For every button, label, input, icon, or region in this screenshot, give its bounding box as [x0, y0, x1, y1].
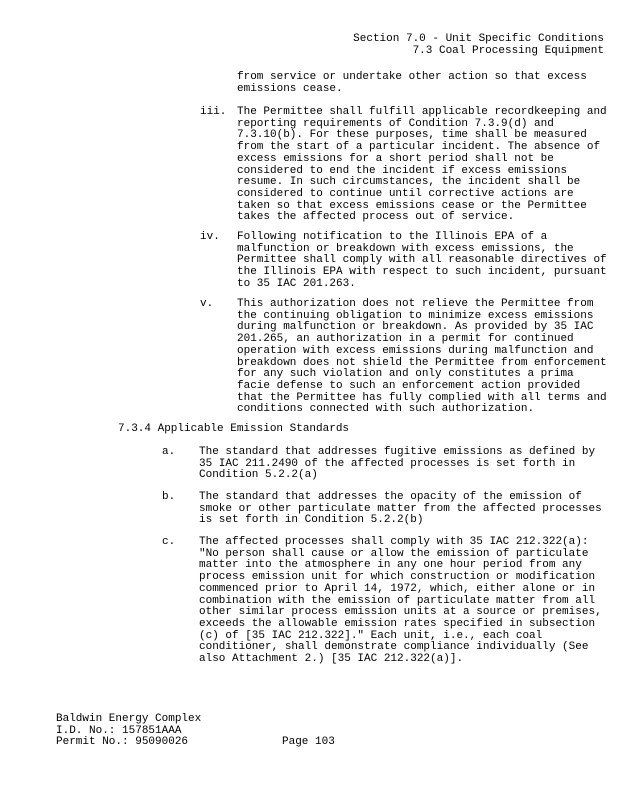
footer-permit-number: Permit No.: 95090026 [56, 736, 189, 749]
sub-item-label: b. [162, 491, 176, 503]
sub-item-label: c. [162, 536, 176, 548]
sub-item-text: The affected processes shall comply with 35 IAC 212.322(a): "No person shall cause or allow the emission of particulate matter into the atmosphere in any one hour period from any process emission unit for which construction or modification commenced prior to April 14, 1972, which, either alone or in combination with the emission of particulate matter from all other similar process emission units at a source or premises, exceeds the allowable emission rates specified in subsection (c) of [35 IAC 212.322]." Each unit, i.e., each coal conditioner, shall demonstrate compliance individually (See also Attachment 2.) [35 IAC 212.322(a)]. [199, 536, 602, 666]
sub-item-label: a. [162, 446, 176, 458]
item-label: iv. [200, 231, 220, 243]
item-label: iii. [200, 106, 227, 118]
header-section-title: Section 7.0 - Unit Specific Conditions [353, 33, 604, 45]
item-label: v. [200, 298, 214, 310]
footer-facility-name: Baldwin Energy Complex [56, 713, 202, 725]
item-text: This authorization does not relieve the Permittee from the continuing obligation to minimize excess emissions during malfunction or breakdown. As provided by 35 IAC 201.265, an authorization in a permit for continued operation with excess emissions during malfunction and breakdown does not shield the Permittee from enforcement for any such violation and only constitutes a prima facie defense to such an enforcement action provided that the Permittee has fully complied with all terms and conditions connected with such authorization. [237, 298, 607, 416]
page-footer [56, 714, 201, 749]
continued-paragraph: from service or undertake other action so that excess emissions cease. [237, 71, 587, 95]
section-heading: 7.3.4 Applicable Emission Standards [118, 423, 350, 435]
header-subsection-title: 7.3 Coal Processing Equipment [412, 44, 604, 57]
item-text: Following notification to the Illinois EPA of a malfunction or breakdown with excess emissions, the Permittee shall comply with all reasonable directives of the Illinois EPA with respect to such incident, pursuant to 35 IAC 201.263. [237, 231, 607, 290]
sub-item-text: The standard that addresses fugitive emissions as defined by 35 IAC 211.2490 of the affected processes is set forth in Condition 5.2.2(a) [199, 446, 596, 482]
page-header [353, 34, 604, 57]
footer-id-number: I.D. No.: 157851AAA [56, 724, 182, 737]
sub-item-text: The standard that addresses the opacity of the emission of smoke or other particulate matter from the affected processes is set forth in Condition 5.2.2(b) [199, 491, 602, 527]
page-number: Page 103 [282, 736, 335, 749]
item-text: The Permittee shall fulfill applicable recordkeeping and reporting requirements of Condition 7.3.9(d) and 7.3.10(b). For these purposes, time shall be measured from the start of a particular incident. The absence of excess emissions for a short period shall not be considered to end the incident if excess emissions resume. In such circumstances, the incident shall be considered to continue until corrective actions are taken so that excess emissions cease or the Permittee takes the affected process out of service. [237, 106, 607, 224]
